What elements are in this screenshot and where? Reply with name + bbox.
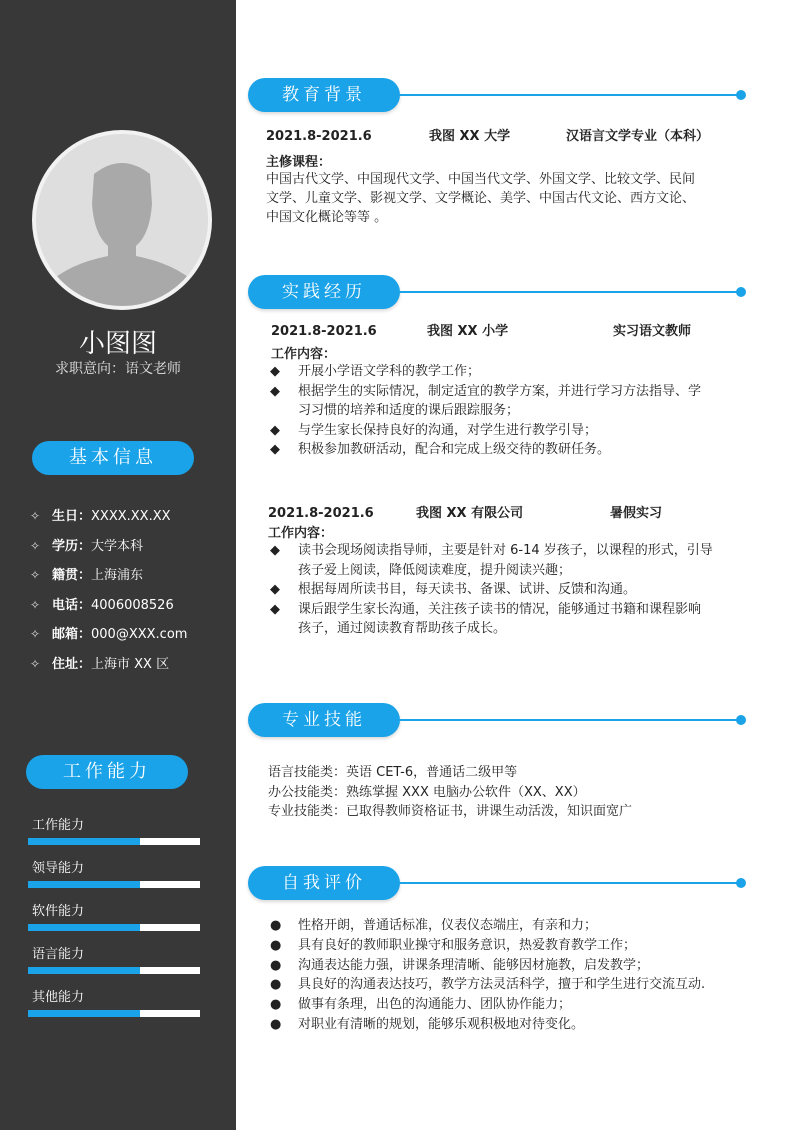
education-school: 我图 XX 大学: [429, 129, 511, 144]
divider-line: [398, 719, 740, 721]
bullet-icon: ◆: [270, 543, 280, 558]
list-item: [268, 1015, 758, 1035]
bullet-icon: ◆: [270, 582, 280, 597]
list-item-text: 根据学生的实际情况，制定适宜的教学方案，并进行学习方法指导、学: [298, 383, 702, 399]
list-item: [268, 995, 758, 1015]
list-item: [268, 600, 758, 639]
job-org: 我图 XX 有限公司: [416, 506, 524, 521]
bullet-icon: ◆: [270, 601, 280, 617]
bullet-icon: ◆: [270, 422, 280, 438]
skill-line: 专业技能类：已取得教师资格证书，讲课生动活泼，知识面宽广: [268, 804, 633, 819]
list-item-text: 具有良好的教师职业操守和服务意识，热爱教育教学工作；: [298, 937, 637, 953]
ability-name: 软件能力: [32, 904, 85, 919]
self-eval-title: 自我评价: [248, 866, 400, 900]
line-end-dot: [736, 90, 746, 100]
list-item: [268, 440, 758, 460]
education-period: 2021.8-2021.6: [266, 129, 372, 144]
info-row: [30, 620, 230, 650]
ability-bar-fill: [28, 881, 140, 888]
list-item-text: 根据每周所读书目，每天读书、备课、试讲、反馈和沟通。: [298, 582, 637, 597]
info-row: [30, 561, 230, 591]
bullet-icon: ●: [270, 977, 282, 993]
info-row: [30, 591, 230, 621]
sparkle-icon: ✧: [30, 538, 41, 553]
list-item-text: 习习惯的培养和适度的课后跟踪服务；: [298, 403, 520, 418]
practice-title: 实践经历: [248, 275, 400, 309]
courses-text: [266, 170, 756, 227]
divider-line: [398, 94, 740, 96]
job-period: 2021.8-2021.6: [271, 324, 377, 339]
ability-bar-fill: [28, 1010, 140, 1017]
ability-bar-fill: [28, 838, 140, 845]
info-label: 邮箱：: [52, 627, 92, 642]
skills-title: 专业技能: [248, 703, 400, 737]
basic-info-list: [30, 502, 230, 679]
job-content-label: 工作内容：: [271, 347, 337, 362]
info-value: 000@XXX.com: [91, 627, 188, 642]
list-item: [268, 916, 758, 936]
skills-list: [268, 763, 758, 822]
list-item: [268, 421, 758, 441]
info-label: 籍贯：: [52, 568, 92, 583]
ability-bar: [28, 1010, 200, 1017]
ability-bar-fill: [28, 967, 140, 974]
info-label: 学历：: [52, 538, 92, 554]
ability-bar: [28, 967, 200, 974]
ability-bar-fill: [28, 924, 140, 931]
list-item-text: 孩子爱上阅读，降低阅读难度，提升阅读兴趣；: [298, 562, 572, 578]
ability-name: 其他能力: [32, 990, 85, 1005]
skill-line: 办公技能类：熟练掌握 XXX 电脑办公软件（XX、XX）: [268, 784, 586, 800]
sparkle-icon: ✧: [30, 568, 41, 582]
ability-name: 工作能力: [32, 818, 85, 833]
job-row: [268, 504, 748, 524]
courses-line: 中国古代文学、中国现代文学、中国当代文学、外国文学、比较文学、民间: [266, 172, 696, 187]
job-role: 实习语文教师: [613, 324, 692, 339]
ability-item: [28, 902, 200, 931]
sparkle-icon: ✧: [30, 597, 41, 612]
info-value: 上海浦东: [91, 568, 144, 583]
ability-bar: [28, 924, 200, 931]
list-item-text: 孩子，通过阅读教育帮助孩子成长。: [298, 621, 507, 636]
bullet-icon: ◆: [270, 364, 280, 379]
bullet-icon: ●: [270, 937, 282, 953]
avatar: [32, 130, 212, 310]
list-item: [268, 382, 758, 421]
ability-name: 语言能力: [32, 947, 85, 962]
list-item-text: 做事有条理，出色的沟通能力、团队协作能力；: [298, 997, 572, 1013]
line-end-dot: [736, 715, 746, 725]
practice-header: [248, 275, 748, 311]
info-row: [30, 532, 230, 562]
education-header: [248, 78, 748, 114]
ability-item: [28, 945, 200, 974]
list-item: [268, 362, 758, 382]
info-row: [30, 650, 230, 680]
sparkle-icon: ✧: [30, 509, 41, 523]
line-end-dot: [736, 878, 746, 888]
bullet-icon: ●: [270, 957, 282, 973]
bullet-icon: ◆: [270, 383, 280, 399]
list-item-text: 课后跟学生家长沟通，关注孩子读书的情况，能够通过书籍和课程影响: [298, 601, 702, 617]
candidate-name: 小图图: [78, 329, 157, 359]
bullet-icon: ◆: [270, 442, 280, 457]
info-value: 4006008526: [91, 597, 174, 613]
list-item-text: 积极参加教研活动，配合和完成上级交待的教研任务。: [298, 442, 611, 457]
divider-line: [398, 882, 740, 884]
skills-header: [248, 703, 748, 739]
list-item: [268, 975, 758, 995]
sidebar: [0, 0, 236, 1130]
line-end-dot: [736, 287, 746, 297]
list-item-text: 读书会现场阅读指导师，主要是针对 6-14 岁孩子，以课程的形式，引导: [298, 543, 713, 558]
abilities-heading: 工作能力: [26, 755, 188, 789]
education-row: [266, 127, 746, 147]
job-row: [271, 322, 751, 342]
sparkle-icon: ✧: [30, 627, 41, 641]
list-item: [268, 580, 758, 600]
list-item-text: 开展小学语文学科的教学工作；: [298, 364, 481, 379]
sparkle-icon: ✧: [30, 656, 41, 671]
divider-line: [398, 291, 740, 293]
self-eval-header: [248, 866, 748, 902]
courses-label: 主修课程：: [266, 155, 332, 170]
ability-bar: [28, 881, 200, 888]
info-value: 上海市 XX 区: [91, 656, 170, 672]
education-major: 汉语言文学专业（本科）: [566, 129, 710, 144]
job-duties-list: [268, 362, 758, 460]
skill-line: 语言技能类：英语 CET-6，普通话二级甲等: [268, 765, 518, 780]
info-label: 住址：: [52, 656, 92, 672]
job-period: 2021.8-2021.6: [268, 506, 374, 521]
info-value: XXXX.XX.XX: [91, 509, 171, 524]
job-role: 暑假实习: [610, 506, 663, 521]
info-label: 生日：: [52, 509, 92, 524]
ability-item: [28, 859, 200, 888]
bullet-icon: ●: [270, 918, 282, 933]
job-duties-list: [268, 541, 758, 639]
ability-item: [28, 988, 200, 1017]
job-content-label: 工作内容：: [268, 526, 334, 541]
self-eval-list: [268, 916, 758, 1035]
list-item-text: 对职业有清晰的规划，能够乐观积极地对待变化。: [298, 1016, 585, 1032]
list-item-text: 具良好的沟通表达技巧，教学方法灵活科学，擅于和学生进行交流互动.: [298, 977, 706, 993]
list-item-text: 与学生家长保持良好的沟通，对学生进行教学引导；: [298, 422, 598, 438]
ability-bar: [28, 838, 200, 845]
bullet-icon: ●: [270, 1016, 282, 1032]
ability-item: [28, 816, 200, 845]
job-intent: 求职意向：语文老师: [55, 361, 181, 377]
list-item-text: 沟通表达能力强，讲课条理清晰、能够因材施教，启发教学；: [298, 957, 650, 973]
list-item: [268, 956, 758, 976]
info-row: [30, 502, 230, 532]
courses-line: 中国文化概论等等 。: [266, 210, 388, 225]
education-title: 教育背景: [248, 78, 400, 112]
bullet-icon: ●: [270, 997, 282, 1013]
list-item: [268, 936, 758, 956]
person-silhouette-icon: [36, 134, 208, 306]
job-org: 我图 XX 小学: [427, 324, 509, 339]
basic-info-heading: 基本信息: [32, 441, 194, 475]
courses-line: 文学、儿童文学、影视文学、文学概论、美学、中国古代文论、西方文论、: [266, 191, 696, 206]
info-value: 大学本科: [91, 538, 144, 554]
list-item: [268, 541, 758, 580]
info-label: 电话：: [52, 597, 92, 613]
list-item-text: 性格开朗，普通话标准，仪表仪态端庄，有亲和力；: [298, 918, 598, 933]
ability-name: 领导能力: [32, 861, 85, 876]
